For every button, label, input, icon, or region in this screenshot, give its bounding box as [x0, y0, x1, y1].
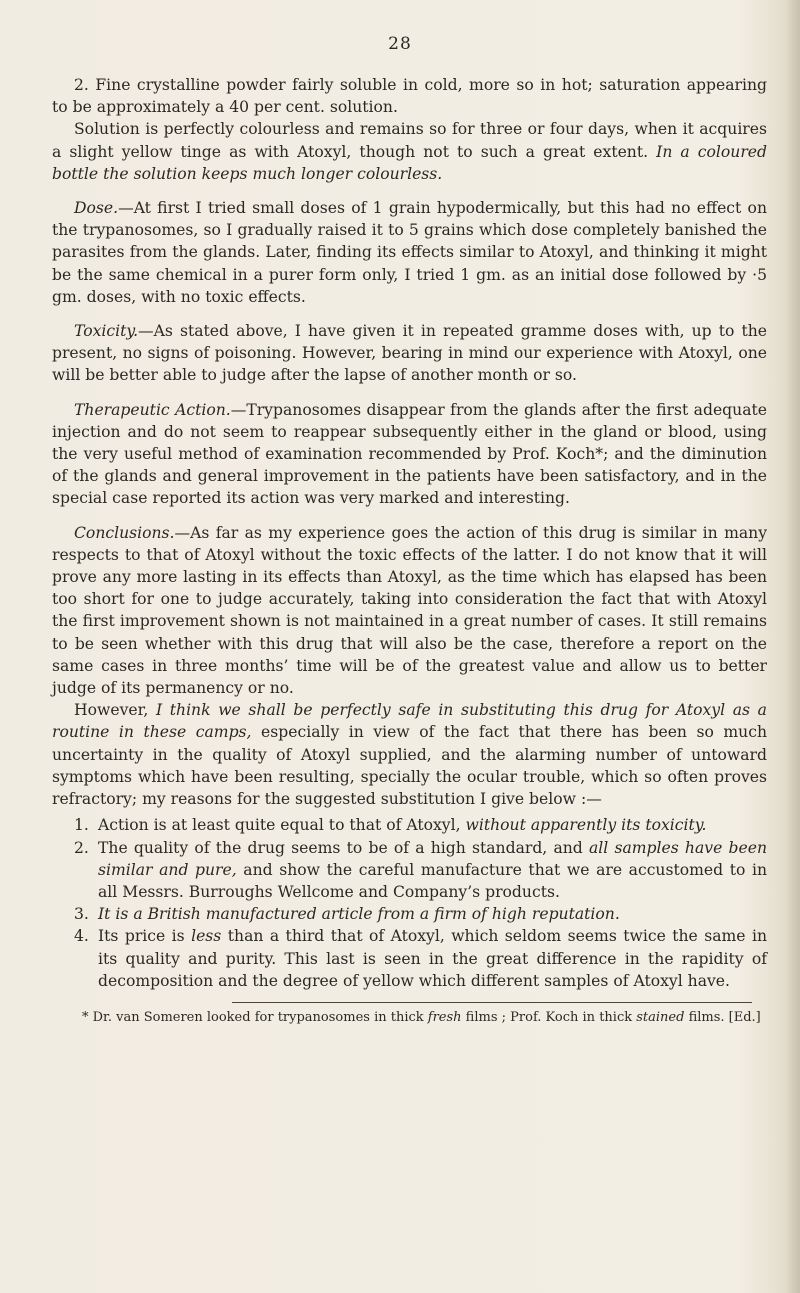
paragraph-dose — [52, 197, 767, 308]
list-number: 3. — [74, 905, 89, 924]
list-item — [74, 837, 767, 904]
substitution-text-a: However, — [74, 701, 156, 720]
paragraph-conclusions — [52, 522, 767, 700]
list-text-a: Action is at least quite equal to that of Atoxyl, — [98, 816, 466, 835]
footnote-emphasis-fresh: fresh — [427, 1009, 462, 1025]
page-number: 28 — [388, 34, 412, 54]
therapeutic-text: —Trypanosomes disappear from the glands after the first adequate injection and do not seem to reappear subsequently either in the gland or blood, using the very useful method of examination recommended by Prof. Koch*; and the diminution of the glands and general improvement in the patients have been satisfactory, and in the special case reported its action was very marked and interesting. — [52, 400, 767, 508]
paragraph-toxicity — [52, 320, 767, 387]
list-text-emphasis: all samples have been similar and pure, — [98, 838, 767, 879]
list-text-c: and show the careful manufacture that we are accustomed to in all Messrs. Burroughs Wellcome and Company’s products. — [98, 860, 768, 901]
page-body — [52, 74, 767, 1027]
toxicity-heading: Toxicity. — [74, 322, 139, 341]
dose-text: —At first I tried small doses of 1 grain hypodermically, but this had no effect on the trypanosomes, so I gradually raised it to 5 grains which dose completely banished the parasites from the glands. Later, finding its effects similar to Atoxyl, and thinking it might be the same chemical in a purer form only, I tried 1 gm. as an initial dose followed by ·5 gm. doses, with no toxic effects. — [52, 199, 767, 306]
therapeutic-heading: Therapeutic Action. — [74, 400, 231, 419]
page-edge-shadow — [786, 0, 800, 1293]
list-text-emphasis: It is a British manufactured article from a firm of high reputation. — [98, 905, 620, 924]
list-text-a: Its price is — [98, 927, 192, 946]
footnote-text-e: films. [Ed.] — [684, 1009, 761, 1025]
list-text — [98, 814, 767, 836]
solution-text: Solution is perfectly colourless and remains so for three or four days, when it acquires a slight yellow tinge as with Atoxyl, though not to such a great extent. — [52, 120, 767, 161]
paragraph-solution — [52, 118, 767, 185]
list-text-emphasis: without apparently its toxicity. — [465, 816, 707, 835]
footnote-text-c: films ; Prof. Koch in thick — [461, 1009, 637, 1025]
list-item — [74, 925, 767, 992]
reasons-list — [74, 814, 767, 992]
list-text — [98, 925, 767, 992]
list-number: 1. — [74, 816, 89, 835]
footnote-divider — [232, 1002, 752, 1003]
list-text-c: than a third that of Atoxyl, which seldom seems twice the same in its quality and purity. This last is seen in the great difference in the rapidity of decomposition and the degree of yellow which different samples of Atoxyl have. — [98, 927, 767, 990]
solution-emphasis: In a coloured bottle the solution keeps much longer colourless. — [52, 142, 767, 183]
conclusions-text: —As far as my experience goes the action of this drug is similar in many respects to that of Atoxyl without the toxic effects of the latter. I do not know that it will prove any more lasting in its effects than Atoxyl, as the time which has elapsed has been too short for one to judge accurately, taking into consideration the fact that with Atoxyl the first improvement shown is not maintained in a great number of cases. It still remains to be seen whether with this drug that will also be the case, therefore a report on the same cases in three months’ time will be of the greatest value and allow us to better judge of its permanency or no. — [52, 523, 767, 698]
list-item — [74, 814, 767, 836]
conclusions-heading: Conclusions. — [74, 523, 175, 542]
list-text — [98, 903, 767, 925]
substitution-emphasis: I think we shall be perfectly safe in substituting this drug for Atoxyl as a routine in these camps, — [52, 701, 767, 742]
list-text-a: The quality of the drug seems to be of a high standard, and — [98, 838, 589, 857]
list-item — [74, 903, 767, 925]
list-text — [98, 837, 767, 904]
paragraph-therapeutic-action — [52, 399, 767, 510]
footnote-text-a: * Dr. van Someren looked for trypanosomes in thick — [82, 1009, 428, 1025]
paragraph-substitution — [52, 699, 767, 810]
toxicity-text: —As stated above, I have given it in repeated gramme doses with, up to the present, no signs of poisoning. However, bearing in mind our experience with Atoxyl, one will be better able to judge after the lapse of another month or so. — [52, 322, 767, 385]
dose-heading: Dose. — [74, 199, 119, 218]
paragraph-solubility: 2. Fine crystalline powder fairly soluble in cold, more so in hot; saturation appearing to be approximately a 40 per cent. solution. — [52, 76, 767, 117]
list-number: 2. — [74, 838, 89, 857]
list-text-emphasis: less — [191, 927, 222, 946]
footnote — [52, 1009, 767, 1027]
substitution-text-c: especially in view of the fact that there has been so much uncertainty in the quality of Atoxyl supplied, and the alarming number of untoward symptoms which have been resulting, specially the ocular trouble, which so often proves refractory; my reasons for the suggested substitution I give below :— — [52, 723, 767, 809]
footnote-emphasis-stained: stained — [636, 1009, 685, 1025]
list-number: 4. — [74, 927, 89, 946]
